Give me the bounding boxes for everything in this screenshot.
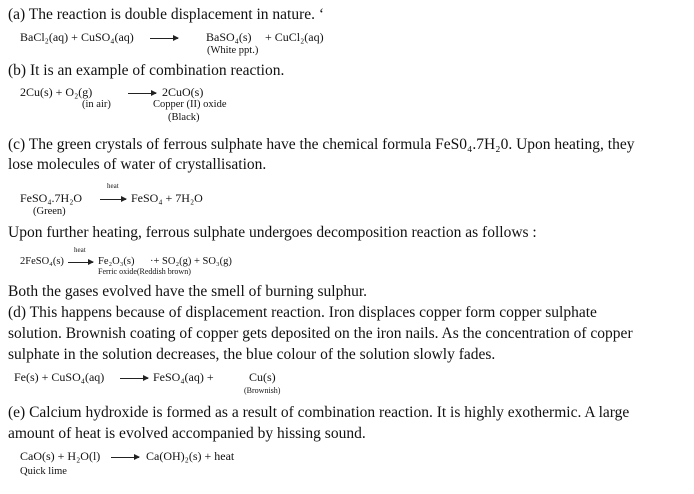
part-a-note: (White ppt.) bbox=[207, 45, 259, 56]
part-e-line1: (e) Calcium hydroxide is formed as a result of combination reaction. It is highly exothermic. A large bbox=[8, 404, 630, 421]
part-a-text: (a) The reaction is double displacement in nature. ‘ bbox=[8, 6, 325, 23]
part-b-note-name: Copper (II) oxide bbox=[153, 99, 227, 110]
part-c-eq1-heat: heat bbox=[107, 182, 119, 190]
part-a-eq-product1: BaSO₄(s) bbox=[206, 30, 252, 44]
part-c-eq1-arrow bbox=[100, 199, 126, 200]
part-c-eq1-rhs: FeSO₄ + 7H₂O bbox=[131, 191, 203, 205]
part-e-eq-lhs: CaO(s) + H₂O(l) bbox=[20, 449, 101, 463]
part-e-line2: amount of heat is evolved accompanied by hissing sound. bbox=[8, 425, 366, 442]
part-a-eq-lhs: BaCl₂(aq) + CuSO₄(aq) bbox=[20, 30, 134, 44]
part-d-eq-rhs2: Cu(s) bbox=[249, 370, 276, 384]
part-e-eq-rhs: Ca(OH)₂(s) + heat bbox=[146, 449, 235, 463]
part-c-eq2-heat: heat bbox=[74, 246, 86, 254]
part-b-text: (b) It is an example of combination reaction. bbox=[8, 62, 285, 79]
part-c-line2: lose molecules of water of crystallisation. bbox=[8, 156, 267, 173]
part-e-arrow bbox=[111, 457, 139, 458]
part-d-line2: solution. Brownish coating of copper gets deposited on the iron nails. As the concentration of copper bbox=[8, 325, 633, 342]
part-d-eq-rhs: FeSO₄(aq) + bbox=[153, 370, 214, 384]
part-d-line3: sulphate in the solution decreases, the blue colour of the solution slowly fades. bbox=[8, 346, 496, 363]
part-c-eq2-note: Ferric oxide(Reddish brown) bbox=[98, 267, 191, 276]
part-b-arrow bbox=[128, 93, 156, 94]
part-c-eq2-rhs: Fe₂O₃(s) bbox=[98, 256, 135, 267]
part-c-eq1-note: (Green) bbox=[33, 206, 66, 217]
part-b-note-color: (Black) bbox=[168, 112, 200, 123]
part-c-eq2-lhs: 2FeSO₄(s) bbox=[20, 256, 64, 267]
part-c-eq2-arrow bbox=[68, 262, 93, 263]
part-c-eq2-rhs2: ·+ SO₂(g) + SO₃(g) bbox=[150, 256, 232, 267]
part-d-eq-lhs: Fe(s) + CuSO₄(aq) bbox=[14, 370, 105, 384]
part-b-eq-lhs: 2Cu(s) + O₂(g) bbox=[20, 85, 93, 99]
part-b-eq-rhs: 2CuO(s) bbox=[162, 85, 204, 99]
part-d-note: (Brownish) bbox=[244, 386, 281, 395]
part-a-eq-product2: + CuCl₂(aq) bbox=[265, 30, 324, 44]
part-a-arrow bbox=[150, 38, 178, 39]
part-c-line4: Both the gases evolved have the smell of burning sulphur. bbox=[8, 283, 368, 300]
part-d-line1: (d) This happens because of displacement reaction. Iron displaces copper form copper sulphate bbox=[8, 304, 597, 321]
part-b-note-air: (in air) bbox=[82, 99, 111, 110]
part-d-arrow bbox=[120, 378, 148, 379]
part-c-eq1-lhs: FeSO₄.7H₂O bbox=[20, 191, 83, 205]
part-e-note: Quick lime bbox=[20, 466, 67, 477]
part-c-line1: (c) The green crystals of ferrous sulphate have the chemical formula FeS0₄.7H₂0. Upon heating, they bbox=[8, 136, 635, 153]
part-c-line3: Upon further heating, ferrous sulphate undergoes decomposition reaction as follows : bbox=[8, 224, 537, 241]
